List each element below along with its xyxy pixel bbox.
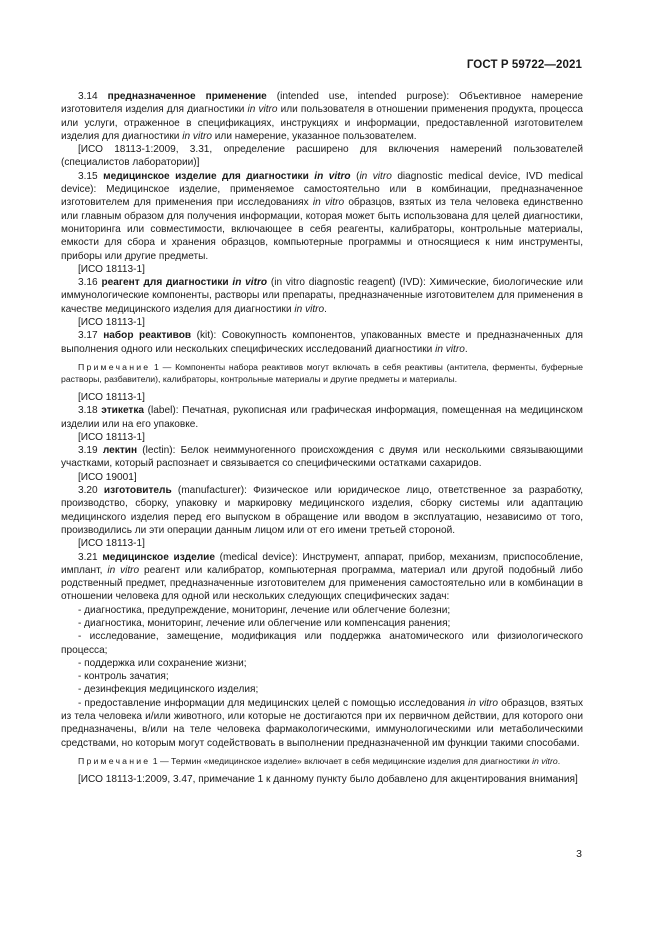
term-title: медицинское изделие [102,551,215,563]
list-item: - диагностика, предупреждение, мониторинг, лечение или облегчение болезни; [78,604,451,616]
document-code: ГОСТ Р 59722—2021 [466,59,582,71]
list-item: - контроль зачатия; [78,671,169,683]
term-title: реагент для диагностики in vitro [101,277,268,289]
term-3-18: 3.18 этикетка (label): Печатная, рукописная или графическая информация, помещенная на медицинском изделии или на его упаковке. [61,405,583,430]
term-title: изготовитель [103,485,172,497]
source-reference: [ИСО 18113-1:2009, 3.47, примечание 1 к данному пункту было добавлено для акцентирования внимания] [78,773,578,785]
term-title: медицинское изделие для диагностики in vitro [103,170,351,182]
term-3-21: 3.21 медицинское изделие (medical device): Инструмент, аппарат, прибор, механизм, приспособление, имплант, in vitro реагент или калибратор, компьютерная программа, материал или другой подобный либо родственный предмет, предназначенные изготовителем для применения самостоятельно или в комбинации в отношении человека для одной или нескольких следующих специфических задач: [61,551,584,603]
term-title: лектин [102,445,138,457]
list-item: - поддержка или сохранение жизни; [78,657,247,669]
term-3-20: 3.20 изготовитель (manufacturer): Физическое или юридическое лицо, ответственное за разработку, производство, сборку, упаковку и маркировку медицинского изделия, сборку системы или адаптацию медицинского изделия перед его выпуском в обращение или вводом в эксплуатацию, независимо от того, производились ли эти операции данным лицом или от его имени третьей стороной. [61,485,583,536]
term-3-17: 3.17 набор реактивов (kit): Совокупность компонентов, упакованных вместе и предназначенных для выполнения одного или нескольких специфических исследований диагностики in vitro. [61,330,584,355]
source-reference: [ИСО 18113-1:2009, 3.31, определение расширено для включения намерений пользователей (специалистов лаборатории)] [61,144,583,169]
source-reference: [ИСО 18113-1] [78,538,145,550]
document-body [61,90,583,786]
list-item: - дезинфекция медицинского изделия; [78,684,259,696]
source-reference: [ИСО 19001] [78,471,137,483]
page-number: 3 [576,848,582,860]
source-reference: [ИСО 18113-1] [78,317,145,329]
note-kit: Примечание 1 — Компоненты набора реактивов могут включать в себя реактивы (антитела, ферменты, буферные растворы, разбавители), калибраторы, контрольные материалы и другие предметы и материалы. [61,361,583,384]
source-reference: [ИСО 18113-1] [78,391,145,403]
source-reference: [ИСО 18113-1] [78,431,145,443]
term-title: набор реактивов [103,330,192,342]
list-item: - исследование, замещение, модификация или поддержка анатомического или физиологического процесса; [61,631,583,656]
term-title: этикетка [101,405,145,417]
term-title: предназначенное применение [107,91,267,102]
list-item: - диагностика, мониторинг, лечение или облегчение или компенсация ранения; [78,617,451,629]
term-3-16: 3.16 реагент для диагностики in vitro (in vitro diagnostic reagent) (IVD): Химические, биологические или иммунологические компоненты, растворы или препараты, предназначенные изготовителем для применения в качестве медицинского изделия для диагностики in vitro. [61,277,584,315]
note-medical-device: Примечание 1 — Термин «медицинское изделие» включает в себя медицинские изделия для диагностики in vitro. [78,755,561,766]
term-3-15: 3.15 медицинское изделие для диагностики in vitro (in vitro diagnostic medical device, IVD medical device): Медицинское изделие, применяемое самостоятельно или в комбинации, предназначенное изготовителем для применения при исследованиях in vitro образцов, взятых из тела человека единственно или главным образом для получения информации, которая может быть использована для целей диагностики, мониторинга или совместимости, включающее в себя реагенты, калибраторы, контрольные материалы, емкости для сбора и хранения образцов, компьютерные программы и относящиеся к ним инструменты, приборы или другие предметы. [61,170,584,262]
source-reference: [ИСО 18113-1] [78,263,145,275]
term-3-19: 3.19 лектин (lectin): Белок неиммуногенного происхождения с двумя или несколькими связывающими участками, который распознает и связывается со специфическими остатками сахаридов. [61,445,583,470]
term-3-14: 3.14 предназначенное применение (intended use, intended purpose): Объективное намерение изготовителя изделия для диагностики in vitro или пользователя в отношении применения продукта, процесса или услуги, отраженное в спецификациях, инструкциях и информации, предоставленной изготовителем изделия для диагностики in vitro или намерение, указанное пользователем. [61,91,583,142]
list-item: - предоставление информации для медицинских целей с помощью исследования in vitro образцов, взятых из тела человека и/или животного, или которые не достигаются при их первичном действии, для которого они предназначены, в/или на теле человека фармакологическими, иммунологическими или метаболическими средствами, но которым могут содействовать в выполнении предназначенной им функции такими способами. [61,697,583,749]
